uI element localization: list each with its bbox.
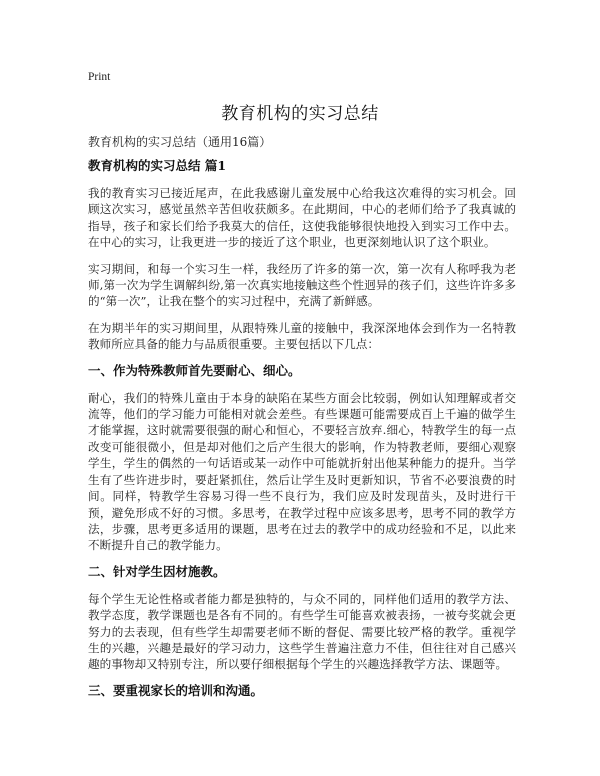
document-body xyxy=(88,158,516,710)
page-title: 教育机构的实习总结 xyxy=(221,104,379,124)
point-body-individualized: 每个学生无论性格或者能力都是独特的，与众不同的，同样他们适用的教学方法、教学态度，教学课题也是各有不同的。有些学生可能喜欢被表扬，一被夸奖就会更努力的去表现，但有些学生却需要老师不断的督促、需要比较严格的教学。重视学生的兴趣，兴趣是最好的学习动力，这些学生普遍注意力不佳，但往往对自己感兴趣的事物却又特别专注，所以要仔细根据每个学生的兴趣选择教学方法、课题等。 xyxy=(88,591,516,672)
paragraph-firsts: 实习期间，和每一个实习生一样，我经历了许多的第一次，第一次有人称呼我为老师,第一次为学生调解纠纷,第一次真实地接触这些个性迥异的孩子们，这些许许多多的“第一次”，让我在整个的实习过程中，充满了新鲜感。 xyxy=(88,261,516,309)
paragraph-intro: 我的教育实习已接近尾声，在此我感谢儿童发展中心给我这次难得的实习机会。回顾这次实习，感觉虽然辛苦但收获颇多。在此期间，中心的老师们给予了我真诚的指导，孩子和家长们给予我莫大的信任，这使我能够很快地投入到实习工作中去。在中心的实习，让我更进一步的接近了这个职业，也更深刻地认识了这个职业。 xyxy=(88,186,516,250)
section-title: 教育机构的实习总结 篇1 xyxy=(88,158,227,173)
point-heading-individualized: 二、针对学生因材施教。 xyxy=(88,563,226,579)
print-link[interactable]: Print xyxy=(88,71,111,83)
point-body-patience: 耐心，我们的特殊儿童由于本身的缺陷在某些方面会比较弱，例如认知理解或者交流等，他们的学习能力可能相对就会差些。有些课题可能需要成百上千遍的做学生才能掌握，这时就需要很强的耐心和恒心，不要轻言放弃.细心，特教学生的每一点改变可能很微小，但是却对他们之后产生很大的影响，作为特教老师，要细心观察学生，学生的偶然的一句话语或某一动作中可能就折射出他某种能力的提升。当学生有了些许进步时，要赶紧抓住，然后让学生及时更新知识，节省不必要浪费的时间。同样，特教学生容易习得一些不良行为，我们应及时发现苗头，及时进行干预，避免形成不好的习惯。多思考，在教学过程中应该多思考，思考不同的教学方法，步骤，思考更多适用的课题，思考在过去的教学中的成功经验和不足，以此来不断提升自己的教学能力。 xyxy=(88,390,516,553)
paragraph-qualities: 在为期半年的实习期间里，从跟特殊儿童的接触中，我深深地体会到作为一名特教教师所应具备的能力与品质很重要。主要包括以下几点： xyxy=(88,320,516,352)
point-heading-patience: 一、作为特殊教师首先要耐心、细心。 xyxy=(88,362,301,378)
point-heading-parents: 三、要重视家长的培训和沟通。 xyxy=(88,682,264,698)
document-subtitle: 教育机构的实习总结（通用16篇） xyxy=(88,135,272,149)
